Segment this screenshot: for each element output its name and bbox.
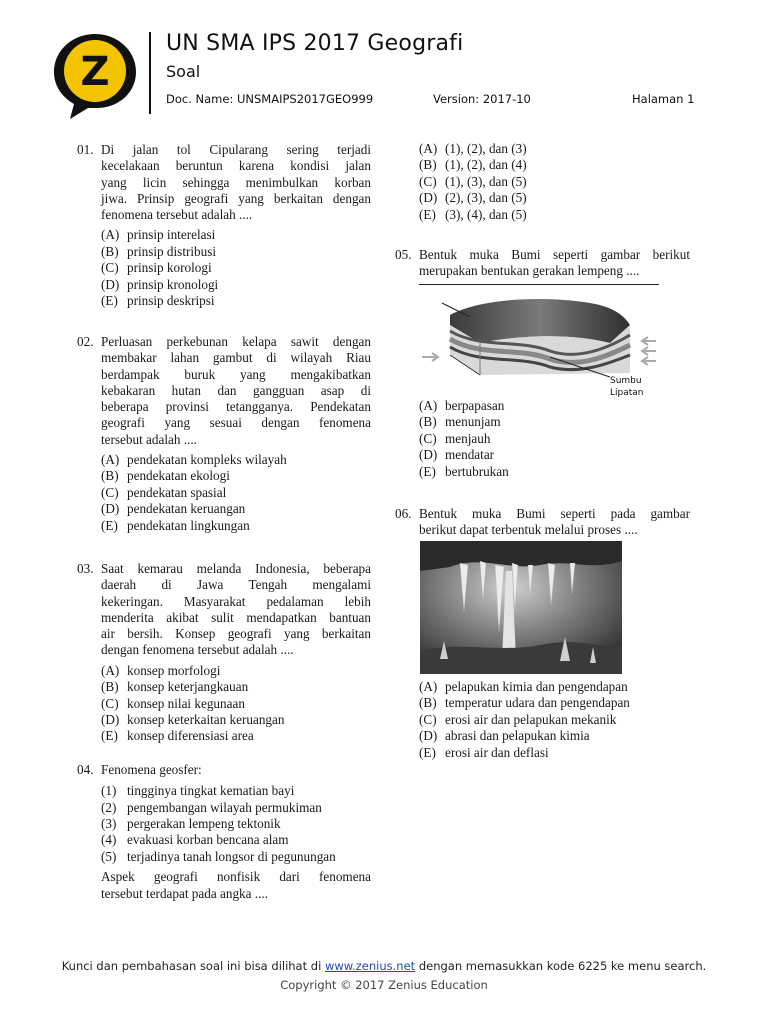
option-letter: (E) [419, 206, 436, 222]
option-d[interactable] [419, 190, 675, 206]
option-b[interactable] [101, 244, 371, 260]
item-number: (3) [101, 816, 117, 832]
question-06 [395, 506, 690, 539]
option-text: (1), (2), dan (3) [445, 141, 527, 156]
option-text: prinsip interelasi [127, 227, 216, 243]
option-letter: (B) [419, 157, 437, 173]
option-text: berpapasan [445, 398, 505, 413]
option-c[interactable] [101, 260, 371, 276]
question-prompt [101, 869, 371, 902]
option-letter: (A) [419, 141, 438, 156]
question-text [101, 334, 371, 448]
question-text [419, 247, 690, 280]
option-letter: (A) [101, 662, 120, 678]
option-text: pelapukan kimia dan pengendapan [445, 679, 628, 694]
fold-axis-label: Lipatan [610, 388, 644, 398]
option-b[interactable] [419, 414, 675, 430]
question-line: berdampak buruk yang mengakibatkan [101, 366, 371, 382]
item-number: (1) [101, 783, 117, 799]
question-01 [77, 142, 371, 309]
option-text: mendatar [445, 447, 495, 463]
question-line: yang licin sehingga menimbulkan korban [101, 174, 371, 190]
option-e[interactable] [101, 728, 371, 744]
option-text: pendekatan spasial [127, 484, 227, 500]
option-text: (1), (3), dan (5) [445, 173, 527, 189]
option-letter: (D) [101, 711, 120, 727]
question-number: 01. [77, 142, 94, 157]
option-letter: (A) [419, 398, 438, 413]
copyright: Copyright © 2017 Zenius Education [280, 978, 488, 992]
item-text: pengembangan wilayah permukiman [127, 799, 322, 815]
option-text: prinsip distribusi [127, 243, 217, 259]
option-letter: (C) [419, 430, 437, 446]
option-a[interactable] [101, 663, 371, 679]
question-text [101, 142, 371, 223]
item-text: tingginya tingkat kematian bayi [127, 783, 295, 799]
option-b[interactable] [101, 468, 371, 484]
question-line: fenomena tersebut adalah .... [101, 207, 253, 223]
option-d[interactable] [101, 501, 371, 517]
option-text: (1), (2), dan (4) [445, 157, 527, 173]
question-line: Perluasan perkebunan kelapa sawit dengan [101, 334, 371, 349]
question-intro: Fenomena geosfer: [101, 762, 202, 777]
item-text: pergerakan lempeng tektonik [127, 816, 281, 832]
document-title: UN SMA IPS 2017 Geografi [166, 31, 464, 56]
option-b[interactable] [419, 695, 685, 711]
option-a[interactable] [101, 227, 371, 243]
option-letter: (E) [419, 463, 436, 479]
cave-photo [420, 541, 622, 674]
question-number: 06. [395, 506, 412, 521]
option-text: konsep morfologi [127, 662, 221, 678]
zenius-logo [52, 30, 138, 120]
doc-name: Doc. Name: UNSMAIPS2017GEO999 [166, 92, 374, 106]
option-text: erosi air dan pelapukan mekanik [445, 711, 617, 727]
list-item [101, 849, 371, 865]
option-letter: (C) [101, 484, 119, 500]
answer-options [419, 141, 675, 223]
option-letter: (D) [419, 447, 438, 463]
option-text: pendekatan kompleks wilayah [127, 452, 287, 468]
option-text: menjauh [445, 430, 491, 446]
option-letter: (D) [101, 276, 120, 292]
option-text: prinsip deskripsi [127, 293, 215, 309]
option-c[interactable] [101, 696, 371, 712]
option-text: abrasi dan pelapukan kimia [445, 728, 590, 744]
item-number: (4) [101, 832, 117, 848]
question-text [419, 506, 690, 539]
option-e[interactable] [419, 745, 685, 761]
option-letter: (D) [101, 501, 120, 517]
option-a[interactable] [101, 452, 371, 468]
option-text: konsep keterjangkauan [127, 679, 249, 695]
question-06-options [395, 679, 685, 761]
option-e[interactable] [419, 464, 675, 480]
question-line: Bentuk muka Bumi seperti gambar berikut [419, 247, 690, 262]
option-letter: (A) [419, 679, 438, 694]
question-02 [77, 334, 371, 534]
question-text [101, 762, 371, 778]
option-letter: (A) [101, 452, 120, 468]
list-item [101, 816, 371, 832]
question-line: Aspek geografi nonfisik dari fenomena [101, 869, 371, 885]
option-e[interactable] [101, 293, 371, 309]
logo-letter: Z [80, 49, 110, 95]
option-letter: (E) [419, 744, 436, 760]
question-line: daerah di Jawa Tengah mengalami [101, 577, 371, 593]
question-line: kecelakaan beruntun karena kondisi jalan [101, 158, 371, 174]
question-underline [419, 284, 659, 285]
option-text: (2), (3), dan (5) [445, 190, 527, 206]
footer-suffix: dengan memasukkan kode 6225 ke menu search. [415, 959, 707, 973]
option-letter: (B) [101, 679, 119, 695]
option-e[interactable] [101, 518, 371, 534]
option-text: bertubrukan [445, 463, 509, 479]
option-d[interactable] [101, 712, 371, 728]
option-d[interactable] [419, 447, 675, 463]
option-text: erosi air dan deflasi [445, 744, 549, 760]
option-letter: (B) [101, 243, 119, 259]
option-d[interactable] [419, 728, 685, 744]
question-line: tersebut terdapat pada angka .... [101, 885, 268, 901]
option-letter: (C) [101, 260, 119, 276]
option-letter: (B) [419, 695, 437, 711]
option-text: prinsip korologi [127, 260, 212, 276]
option-text: konsep diferensiasi area [127, 728, 254, 744]
question-05-options [395, 398, 675, 480]
question-line: beberapa provinsi tetangganya. Pendekatan [101, 399, 371, 415]
footer-note [0, 959, 768, 973]
option-c[interactable] [101, 485, 371, 501]
header-divider [149, 32, 151, 114]
option-c[interactable] [419, 712, 685, 728]
option-text: temperatur udara dan pengendapan [445, 695, 630, 711]
option-a[interactable] [419, 141, 675, 157]
answer-options [101, 452, 371, 534]
question-line: kekeringan. Masyarakat pedalaman lebih [101, 593, 371, 609]
question-04 [77, 762, 371, 902]
question-line: tersebut adalah .... [101, 431, 197, 447]
option-letter: (E) [101, 517, 118, 533]
option-d[interactable] [101, 277, 371, 293]
item-number: (2) [101, 799, 117, 815]
question-line: jiwa. Prinsip geografi yang berkaitan dengan [101, 190, 371, 206]
option-c[interactable] [419, 174, 675, 190]
question-line: Bentuk muka Bumi seperti pada gambar [419, 506, 690, 521]
answer-options [419, 398, 675, 480]
question-04-options [395, 141, 675, 223]
option-letter: (A) [101, 227, 120, 243]
option-letter: (D) [419, 728, 438, 744]
question-line: dengan fenomena tersebut adalah .... [101, 642, 294, 658]
question-line: geografi yang sesuai dengan fenomena [101, 415, 371, 431]
option-text: prinsip kronologi [127, 276, 219, 292]
question-number: 03. [77, 561, 94, 576]
answer-options [419, 679, 685, 761]
option-c[interactable] [419, 431, 675, 447]
zenius-link[interactable]: www.zenius.net [324, 959, 416, 973]
list-item [101, 783, 371, 799]
question-line: berikut dapat terbentuk melalui proses .... [419, 522, 638, 538]
item-text: evakuasi korban bencana alam [127, 832, 289, 848]
document-subtitle: Soal [166, 62, 201, 81]
question-03 [77, 561, 371, 745]
question-line: air bersih. Konsep geografi yang berkaitan [101, 626, 371, 642]
question-line: Di jalan tol Cipularang sering terjadi [101, 142, 371, 157]
option-a[interactable] [419, 398, 675, 414]
answer-options [101, 663, 371, 745]
option-letter: (E) [101, 728, 118, 744]
fold-figure [420, 295, 660, 400]
option-text: menunjam [445, 414, 501, 430]
option-a[interactable] [419, 679, 685, 695]
page-number: Halaman 1 [632, 92, 695, 106]
footer-prefix: Kunci dan pembahasan soal ini bisa dilihat di [61, 959, 325, 973]
question-number: 05. [395, 247, 412, 262]
option-text: konsep nilai kegunaan [127, 695, 245, 711]
question-line: membakar lahan gambut di wilayah Riau [101, 350, 371, 366]
item-number: (5) [101, 848, 117, 864]
list-item [101, 800, 371, 816]
question-number: 02. [77, 334, 94, 349]
question-line: Saat kemarau melanda Indonesia, beberapa [101, 561, 371, 576]
option-letter: (C) [101, 695, 119, 711]
option-text: pendekatan keruangan [127, 501, 246, 517]
question-line: merupakan bentukan gerakan lempeng .... [419, 263, 640, 279]
option-letter: (B) [419, 414, 437, 430]
fold-axis-label: Sumbu [610, 376, 642, 386]
answer-options [101, 227, 371, 309]
option-letter: (C) [419, 711, 437, 727]
option-letter: (B) [101, 468, 119, 484]
question-05 [395, 247, 690, 280]
option-letter: (E) [101, 293, 118, 309]
question-line: kebakaran hutan dan gangguan asap di [101, 382, 371, 398]
option-text: pendekatan ekologi [127, 468, 230, 484]
option-e[interactable] [419, 207, 675, 223]
question-number: 04. [77, 762, 94, 777]
option-letter: (C) [419, 173, 437, 189]
option-b[interactable] [101, 679, 371, 695]
item-text: terjadinya tanah longsor di pegunungan [127, 848, 336, 864]
option-b[interactable] [419, 157, 675, 173]
question-text [101, 561, 371, 659]
option-letter: (D) [419, 190, 438, 206]
option-text: konsep keterkaitan keruangan [127, 711, 285, 727]
phenomena-list [101, 783, 371, 865]
option-text: pendekatan lingkungan [127, 517, 250, 533]
list-item [101, 832, 371, 848]
question-line: menderita akibat sulit mendapatkan bantuan [101, 609, 371, 625]
doc-version: Version: 2017-10 [433, 92, 531, 106]
option-text: (3), (4), dan (5) [445, 206, 527, 222]
